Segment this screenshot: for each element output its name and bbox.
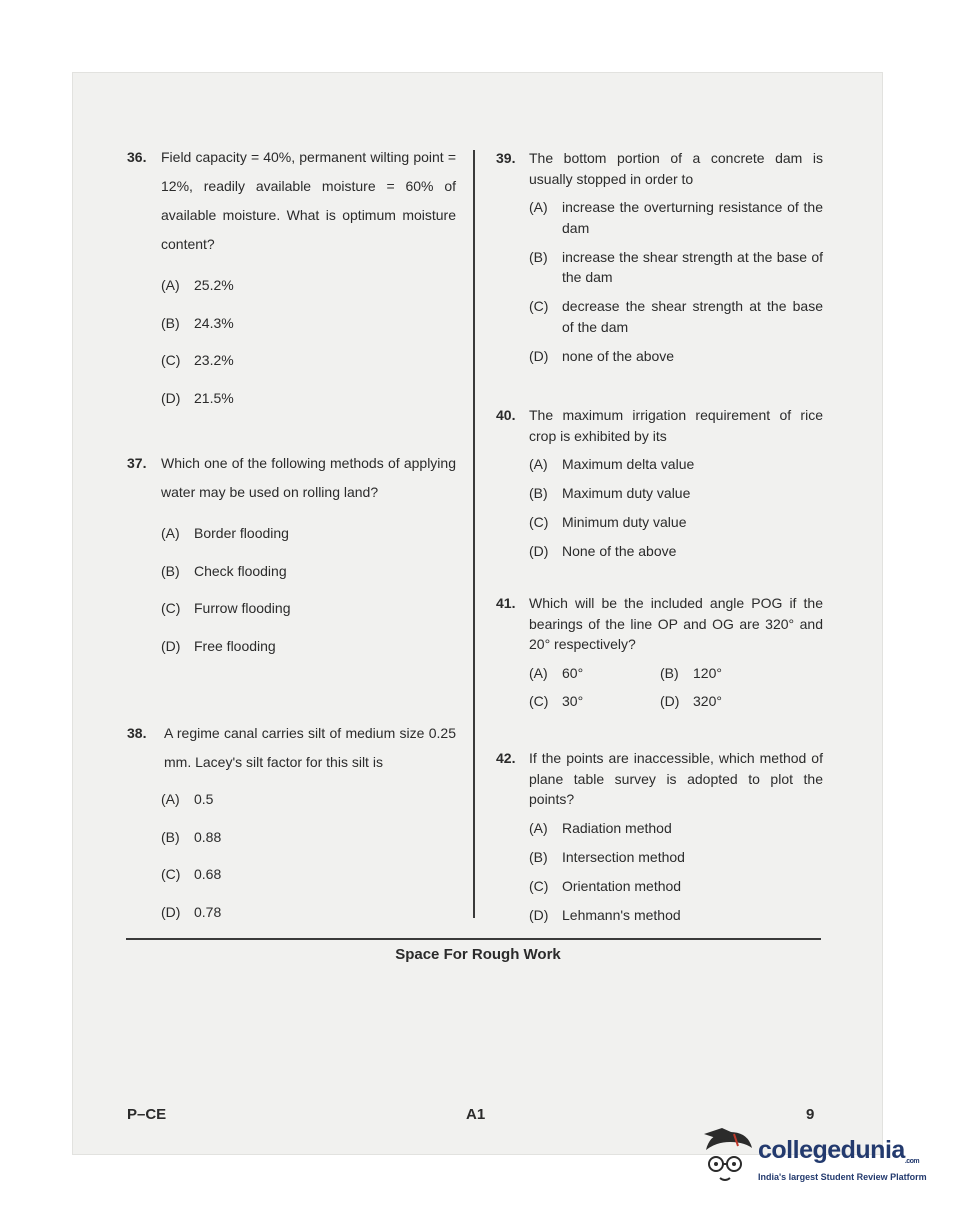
option: (A) increase the overturning resistance of the dam bbox=[529, 199, 823, 236]
question-text: Which one of the following methods of applying water may be used on rolling land? bbox=[161, 455, 456, 500]
question-41 bbox=[496, 593, 823, 712]
option: (D) None of the above bbox=[529, 543, 677, 559]
option: (B) Maximum duty value bbox=[529, 485, 691, 501]
question-number: 42. bbox=[496, 750, 516, 766]
question-38 bbox=[127, 719, 456, 931]
option: (A) 25.2% bbox=[161, 277, 234, 293]
option: (B) increase the shear strength at the base of the dam bbox=[529, 248, 823, 285]
question-36 bbox=[127, 143, 456, 417]
mascot-icon bbox=[700, 1124, 758, 1194]
collegedunia-watermark bbox=[700, 1124, 930, 1194]
question-text: Field capacity = 40%, permanent wilting point = 12%, readily available moisture = 60% of available moisture. What is optimum moisture content? bbox=[161, 149, 456, 252]
option: (D) 320° bbox=[660, 693, 722, 709]
option: (C) Furrow flooding bbox=[161, 600, 291, 616]
option: (C) 0.68 bbox=[161, 866, 222, 882]
option: (A) Maximum delta value bbox=[529, 456, 695, 472]
question-37 bbox=[127, 449, 456, 665]
option: (C) decrease the shear strength at the base of the dam bbox=[529, 298, 823, 335]
option: (B) Check flooding bbox=[161, 562, 287, 579]
section-divider bbox=[126, 938, 821, 940]
question-text: A regime canal carries silt of medium size 0.25 mm. Lacey's silt factor for this silt is bbox=[164, 725, 456, 770]
question-number: 36. bbox=[127, 149, 147, 165]
option: (D) Lehmann's method bbox=[529, 906, 681, 923]
question-text: If the points are inaccessible, which method of plane table survey is adopted to plot the points? bbox=[529, 750, 823, 807]
rough-work-label: Space For Rough Work bbox=[395, 946, 561, 963]
option: (C) 23.2% bbox=[161, 352, 234, 368]
left-column bbox=[127, 143, 456, 933]
question-text: The bottom portion of a concrete dam is usually stopped in order to bbox=[529, 150, 823, 187]
option: (A) 0.5 bbox=[161, 791, 214, 807]
option: (D) Free flooding bbox=[161, 637, 276, 654]
option: (D) none of the above bbox=[529, 347, 675, 364]
question-40 bbox=[496, 405, 823, 570]
option: (C) Orientation method bbox=[529, 877, 682, 894]
option: (A) 60° bbox=[529, 664, 584, 681]
question-number: 40. bbox=[496, 407, 516, 423]
brand-name: collegedunia.com bbox=[758, 1136, 920, 1165]
question-39 bbox=[496, 148, 823, 375]
brand-tagline: India's largest Student Review Platform bbox=[758, 1172, 927, 1182]
option: (D) 21.5% bbox=[161, 389, 234, 406]
footer-code: P–CE bbox=[127, 1106, 167, 1123]
page-number: 9 bbox=[806, 1106, 815, 1123]
option: (C) 30° bbox=[529, 693, 584, 709]
right-column bbox=[496, 148, 823, 928]
question-42 bbox=[496, 748, 823, 934]
option: (C) Minimum duty value bbox=[529, 514, 687, 530]
column-divider bbox=[473, 150, 475, 918]
footer-booklet: A1 bbox=[466, 1106, 486, 1123]
option: (B) Intersection method bbox=[529, 848, 685, 865]
question-number: 41. bbox=[496, 595, 516, 611]
question-number: 38. bbox=[127, 725, 147, 741]
option: (D) 0.78 bbox=[161, 903, 222, 920]
option: (A) Radiation method bbox=[529, 819, 672, 836]
option: (B) 120° bbox=[660, 664, 722, 681]
question-number: 39. bbox=[496, 150, 516, 166]
question-number: 37. bbox=[127, 455, 147, 471]
question-text: Which will be the included angle POG if the bearings of the line OP and OG are 320° and 20° respectively? bbox=[529, 595, 823, 652]
option: (A) Border flooding bbox=[161, 525, 289, 541]
question-text: The maximum irrigation requirement of rice crop is exhibited by its bbox=[529, 407, 823, 444]
option: (B) 24.3% bbox=[161, 314, 234, 331]
option: (B) 0.88 bbox=[161, 828, 222, 845]
